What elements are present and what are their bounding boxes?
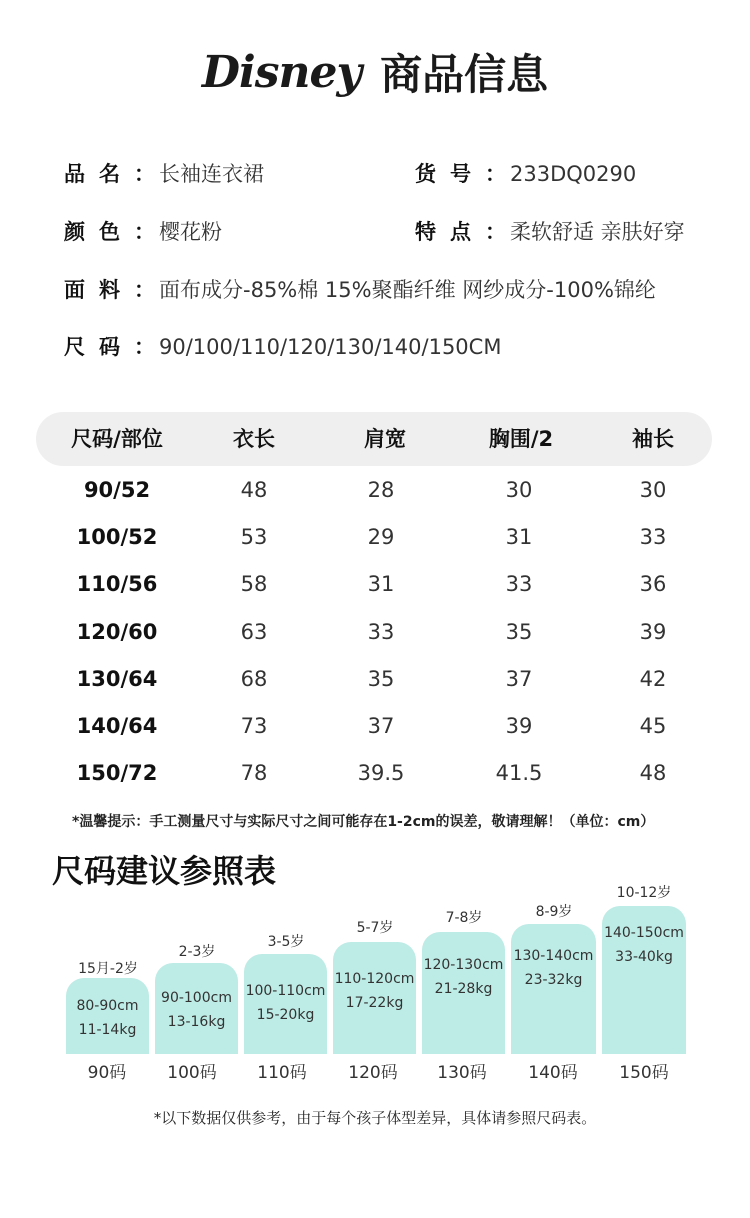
table-cell: 37 (505, 667, 533, 691)
bar-weight-range: 33-40kg (615, 949, 673, 965)
table-cell: 30 (505, 478, 533, 502)
table-cell: 42 (639, 667, 667, 691)
info-color: 颜色： 樱花粉 (64, 216, 222, 246)
table-cell: 45 (639, 714, 667, 738)
table-cell: 58 (240, 572, 268, 596)
info-label: 特点 (415, 220, 485, 244)
info-label: 面料 (64, 278, 134, 302)
table-cell: 48 (240, 478, 268, 502)
size-label: 120码 (348, 1063, 398, 1083)
age-label: 8-9岁 (535, 904, 573, 920)
table-cell: 36 (639, 572, 667, 596)
bar-weight-range: 21-28kg (434, 981, 493, 997)
table-cell: 35 (367, 667, 395, 691)
age-label: 5-7岁 (356, 920, 394, 936)
page-header (0, 42, 750, 102)
table-cell: 33 (639, 525, 667, 549)
age-label: 7-8岁 (445, 910, 483, 926)
suggest-title: 尺码建议参照表 (52, 852, 277, 890)
size-label: 150码 (619, 1063, 669, 1083)
bar-height-range: 110-120cm (334, 971, 415, 987)
table-cell: 78 (240, 761, 268, 785)
measurement-note: *温馨提示：手工测量尺寸与实际尺寸之间可能存在1-2cm的误差，敬请理解！（单位：cm） (72, 814, 655, 830)
age-label: 10-12岁 (616, 885, 672, 901)
bar-weight-range: 15-20kg (256, 1007, 315, 1023)
info-material: 面料： 面布成分-85%棉 15%聚酯纤维 网纱成分-100%锦纶 (64, 274, 656, 304)
table-cell: 31 (505, 525, 533, 549)
table-cell: 53 (240, 525, 268, 549)
info-label: 品名 (64, 162, 134, 186)
table-cell: 73 (240, 714, 268, 738)
table-cell: 39.5 (357, 761, 405, 785)
info-label: 货号 (415, 162, 485, 186)
size-table (36, 412, 712, 785)
size-bar (66, 978, 149, 1054)
info-value: 233DQ0290 (510, 162, 637, 186)
info-value: 樱花粉 (159, 220, 222, 244)
column-header: 胸围/2 (488, 427, 554, 451)
info-feature: 特点： 柔软舒适 亲肤好穿 (415, 216, 685, 246)
bar-height-range: 120-130cm (423, 957, 504, 973)
table-cell: 140/64 (76, 714, 158, 738)
table-cell: 35 (505, 620, 533, 644)
column-header: 肩宽 (364, 427, 406, 451)
size-label: 140码 (528, 1063, 578, 1083)
column-header: 衣长 (233, 427, 275, 451)
table-row (36, 703, 712, 750)
size-label: 130码 (437, 1063, 487, 1083)
size-label: 110码 (257, 1063, 307, 1083)
info-value: 90/100/110/120/130/140/150CM (159, 335, 502, 359)
bar-height-range: 140-150cm (604, 925, 684, 941)
info-product-name: 品名： 长袖连衣裙 (64, 158, 264, 188)
table-cell: 63 (240, 620, 268, 644)
column-header: 袖长 (632, 427, 674, 451)
table-cell: 120/60 (76, 620, 158, 644)
table-row (36, 750, 712, 797)
info-size: 尺码： 90/100/110/120/130/140/150CM (64, 331, 501, 361)
size-bar (244, 954, 327, 1054)
table-cell: 48 (639, 761, 667, 785)
bar-height-range: 100-110cm (245, 983, 326, 999)
table-cell: 29 (367, 525, 395, 549)
table-cell: 28 (367, 478, 395, 502)
table-cell: 110/56 (76, 572, 158, 596)
info-item-code: 货号： 233DQ0290 (415, 158, 636, 188)
table-row (36, 609, 712, 656)
table-cell: 31 (367, 572, 395, 596)
bar-height-range: 130-140cm (513, 948, 594, 964)
table-row (36, 656, 712, 703)
column-header: 尺码/部位 (71, 427, 163, 451)
size-bar (422, 932, 505, 1054)
age-label: 3-5岁 (267, 934, 305, 950)
table-row (36, 514, 712, 561)
bar-weight-range: 11-14kg (78, 1022, 137, 1038)
bar-height-range: 90-100cm (161, 990, 232, 1006)
info-label: 颜色 (64, 220, 134, 244)
table-cell: 30 (639, 478, 667, 502)
reference-note: *以下数据仅供参考，由于每个孩子体型差异，具体请参照尺码表。 (153, 1109, 597, 1127)
table-cell: 130/64 (76, 667, 158, 691)
size-bar (602, 906, 686, 1054)
table-cell: 39 (505, 714, 533, 738)
table-cell: 39 (639, 620, 667, 644)
table-cell: 41.5 (495, 761, 543, 785)
table-cell: 150/72 (76, 761, 158, 785)
table-cell: 33 (505, 572, 533, 596)
size-bar (511, 924, 596, 1054)
info-value: 面布成分-85%棉 15%聚酯纤维 网纱成分-100%锦纶 (159, 278, 656, 302)
page-title: 商品信息 (380, 50, 549, 99)
size-table-header (36, 412, 712, 466)
age-label: 15月-2岁 (78, 961, 138, 977)
info-value: 长袖连衣裙 (159, 162, 264, 186)
size-label: 100码 (167, 1063, 217, 1083)
table-cell: 37 (367, 714, 395, 738)
age-label: 2-3岁 (178, 944, 216, 960)
table-row (36, 561, 712, 608)
bar-weight-range: 13-16kg (167, 1014, 226, 1030)
disney-logo: Disney (201, 46, 362, 98)
table-cell: 90/52 (83, 478, 151, 502)
size-label: 90码 (87, 1063, 127, 1083)
info-value: 柔软舒适 亲肤好穿 (510, 220, 685, 244)
table-cell: 68 (240, 667, 268, 691)
bar-height-range: 80-90cm (76, 998, 139, 1014)
size-bar (333, 942, 416, 1054)
bar-weight-range: 17-22kg (345, 995, 404, 1011)
info-label: 尺码 (64, 335, 134, 359)
size-bar (155, 963, 238, 1054)
bar-weight-range: 23-32kg (524, 972, 583, 988)
table-row (36, 467, 712, 514)
table-cell: 33 (367, 620, 395, 644)
table-cell: 100/52 (76, 525, 158, 549)
